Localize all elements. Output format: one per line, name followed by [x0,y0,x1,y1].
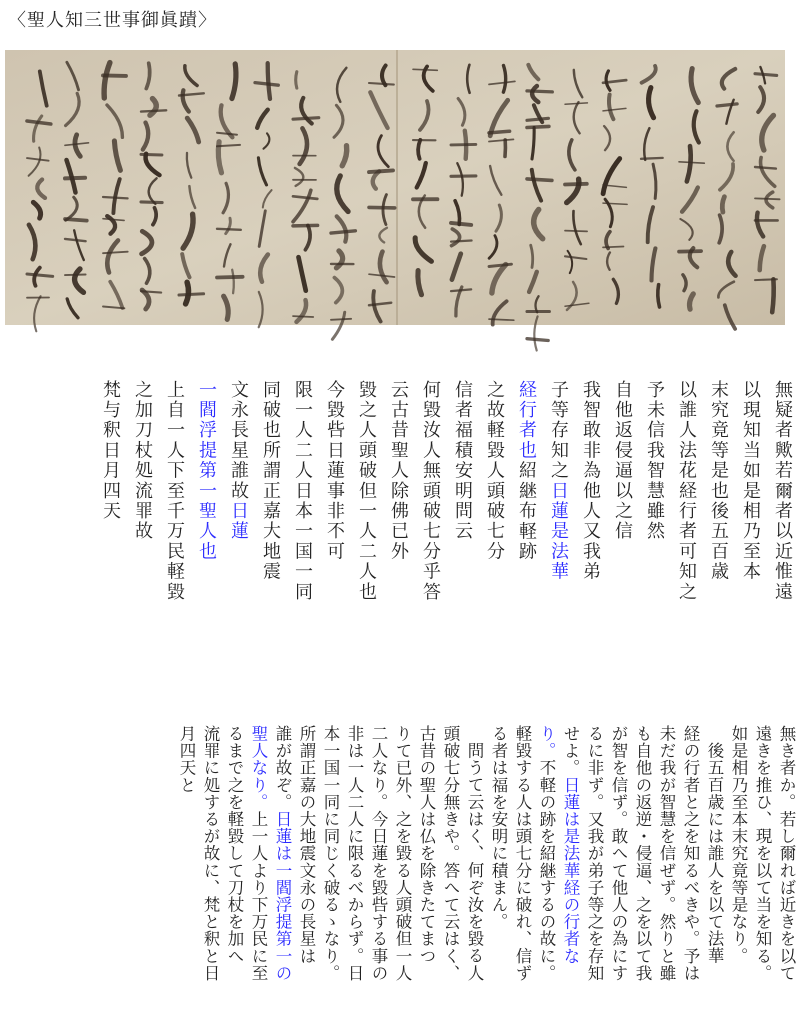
text-segment: 軽毀する人は頭七分に破れ、信ず [513,725,532,982]
page-title: 〈聖人知三世事御眞蹟〉 [8,10,217,31]
text-segment: 梵与釈日月四天 [100,380,121,522]
text-segment: 如是相乃至本末究竟等是なり。 [729,725,748,965]
highlighted-phrase: 日蓮は是法華経の行者な [561,776,580,965]
kanbun-line [606,380,638,700]
highlighted-phrase: 日蓮は一閻浮提第一の [273,810,292,982]
kanbun-line [94,380,126,700]
text-segment: 古昔の聖人は仏を除きたてまつ [417,725,436,965]
kanbun-line [222,380,254,700]
kana-line [438,725,462,1025]
highlighted-phrase: 経行者也 [516,380,537,461]
text-segment: 今毀呰日蓮事非不可 [324,380,345,562]
kanbun-line [638,380,670,700]
text-segment: 自他返侵逼以之信 [612,380,633,542]
text-segment: 無き者か。若し爾れば近きを以て [777,725,796,982]
kanbun-line [734,380,766,700]
text-segment: 之加刀杖処流罪故 [132,380,153,542]
kanbun-line [382,380,414,700]
text-segment: るまで之を軽毀して刀杖を加へ [225,725,244,965]
kana-line [246,725,270,1025]
text-segment: 何毀汝人無頭破七分乎答 [420,380,441,603]
text-segment: 経の行者と之を知るべきや。予は [681,725,700,982]
text-segment: 同破也所謂正嘉大地震 [260,380,281,582]
text-segment: 誰が故ぞ。 [273,725,292,811]
text-segment: 未だ我が智慧を信ぜず。然りと雖 [657,725,676,982]
kana-line [678,725,702,1025]
kanbun-line [414,380,446,700]
text-segment: 以現知当如是相乃至本 [740,380,761,582]
kana-line [342,725,366,1025]
kanbun-line [446,380,478,700]
kana-line [174,725,198,1025]
text-segment: 文永長星誰故 [228,380,249,502]
kanbun-line [542,380,574,700]
kanbun-line [766,380,798,700]
kanbun-line [478,380,510,700]
highlighted-phrase: 一閻浮提第一聖人也 [196,380,217,562]
kanbun-line [574,380,606,700]
text-segment: 上自一人下至千万民軽毀 [164,380,185,603]
kana-line [414,725,438,1025]
text-segment: 限一人二人日本一国一同 [292,380,313,603]
kanbun-line [670,380,702,700]
kana-line [750,725,774,1025]
kanbun-line [318,380,350,700]
kana-line [510,725,534,1025]
kanbun-line [126,380,158,700]
kana-line [222,725,246,1025]
kana-line [270,725,294,1025]
kanbun-line [510,380,542,700]
kana-line [294,725,318,1025]
text-segment: 我智敢非為他人又我弟 [580,380,601,582]
text-segment: 後五百歳には誰人を以て法華 [705,741,724,964]
text-segment: るに非ず。又我が弟子等之を存知 [585,725,604,982]
kana-line [486,725,510,1025]
text-segment: 無疑者歟若爾者以近惟遠 [772,380,793,603]
text-segment: 子等存知之 [548,380,569,481]
kana-line [366,725,390,1025]
kanbun-line [190,380,222,700]
kana-line [774,725,798,1025]
text-segment: 云古昔聖人除佛已外 [388,380,409,562]
text-segment: 信者福積安明問云 [452,380,473,542]
text-segment: が智を信ず。敢へて他人の為にす [609,725,628,982]
text-segment: 所謂正嘉の大地震文永の長星は [297,725,316,965]
manuscript-scroll-image [5,50,785,325]
text-segment: 二人なり。今日蓮を毀呰する事の [369,725,388,982]
text-segment: 遠きを推ひ、現を以て当を知る。 [753,725,772,982]
text-segment: 頭破七分無きや。答へて云はく、 [441,725,460,982]
text-segment: 毀之人頭破但一人二人也 [356,380,377,603]
text-segment: 上一人より下万民に至 [249,810,268,982]
highlighted-phrase: 日蓮是法華 [548,481,569,582]
text-segment: 末究竟等是也後五百歳 [708,380,729,582]
kanbun-line [158,380,190,700]
kana-line [462,725,486,1025]
text-segment: 紹継布軽跡 [516,460,537,562]
kanbun-line [350,380,382,700]
kana-line [606,725,630,1025]
kanbun-original-text [38,380,798,700]
kana-line [702,725,726,1025]
highlighted-phrase: 日蓮 [228,501,249,542]
kana-line [630,725,654,1025]
kana-reading-text [8,725,798,1025]
text-segment: 月四天と [177,725,196,794]
text-segment: せよ。 [561,725,580,777]
text-segment: りて已外、之を毀る人頭破但一人 [393,725,412,982]
highlighted-phrase: り。 [537,725,556,760]
text-segment: る者は福を安明に積まん。 [489,725,508,931]
text-segment: 之故軽毀人頭破七分 [484,380,505,562]
kanbun-line [254,380,286,700]
text-segment: 非は一人二人に限るべからず。日 [345,725,364,982]
text-segment: 本一国一同に同じく破るゝなり。 [321,725,340,982]
kana-line [318,725,342,1025]
kana-line [534,725,558,1025]
text-segment: も自他の返逆・侵逼、之を以て我 [633,725,652,982]
text-segment: 問うて云はく、何ぞ汝を毀る人 [465,741,484,981]
kana-line [654,725,678,1025]
kanbun-line [286,380,318,700]
text-segment: 不軽の跡を紹継するの故に。 [537,759,556,982]
kana-line [558,725,582,1025]
kana-line [582,725,606,1025]
text-segment: 予未信我智慧雖然 [644,380,665,542]
kanbun-line [702,380,734,700]
kana-line [390,725,414,1025]
kana-line [726,725,750,1025]
text-segment: 以誰人法花経行者可知之 [676,380,697,603]
text-segment: 流罪に処するが故に、梵と釈と日 [201,725,220,982]
kana-line [198,725,222,1025]
highlighted-phrase: 聖人なり。 [249,725,268,811]
